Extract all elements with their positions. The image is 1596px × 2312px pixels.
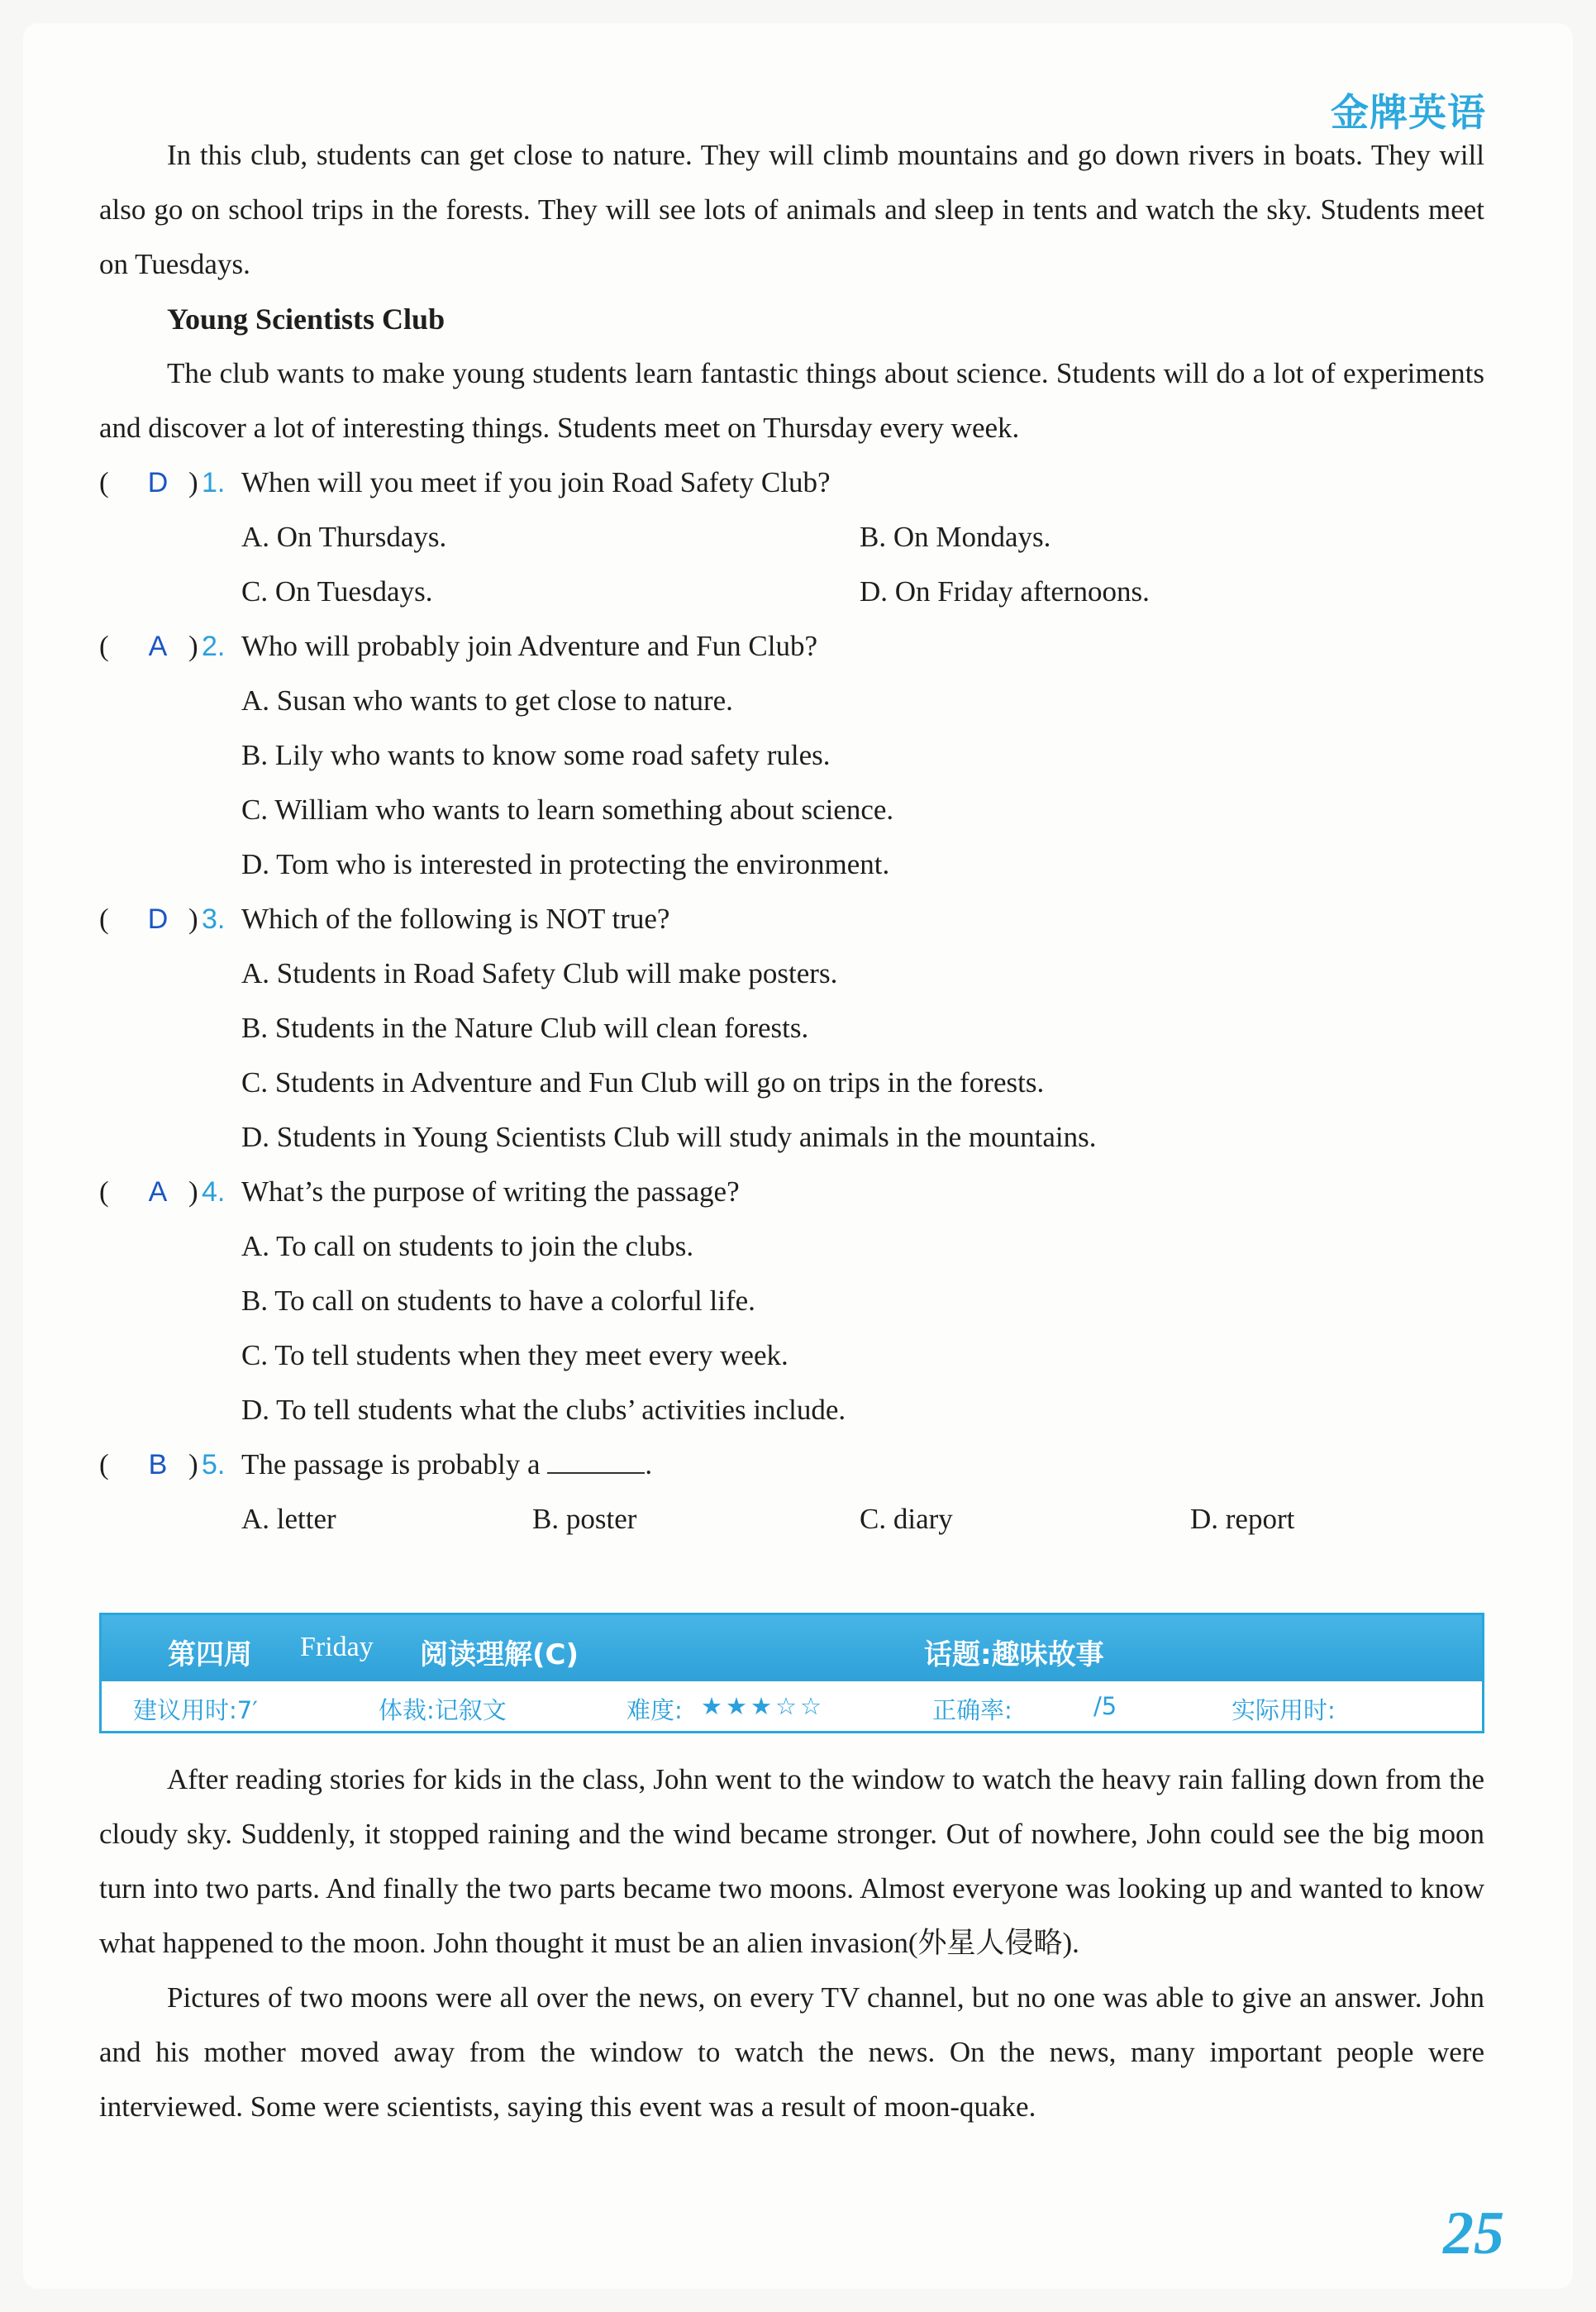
difficulty-stars-icon: ★★★☆☆ (701, 1692, 825, 1720)
option: B. To call on students to have a colorful life. (241, 1285, 755, 1317)
difficulty-label: 难度: (626, 1696, 683, 1724)
answer-mark: A (148, 631, 168, 662)
passage-paragraph: After reading stories for kids in the class, John went to the window to watch the heavy rain falling down from the cloudy sky. Suddenly, it stopped raining and the wind became stronger. Out of nowhere, John could see the big moon turn into two parts. And finally the two parts became two moons. Almost everyone was looking up and wanted to know what happened to the moon. John thought it must be an alien invasion(外星人侵略). (99, 1763, 1484, 1959)
brand-title: 金牌英语 (1331, 90, 1486, 135)
option: A. On Thursdays. (241, 521, 447, 553)
option-row (99, 1219, 1484, 1274)
question-number: 3. (202, 903, 226, 935)
topic-label: 话题:趣味故事 (924, 1638, 1104, 1671)
week-label: 第四周 (168, 1638, 252, 1671)
option-row (99, 783, 1484, 837)
question-text: The passage is probably a . (241, 1448, 653, 1480)
suggested-time: 建议用时:7′ (133, 1696, 258, 1724)
question-text: Which of the following is NOT true? (241, 903, 670, 935)
option: D. To tell students what the clubs’ activities include. (241, 1394, 846, 1426)
option: D. Tom who is interested in protecting the environment. (241, 848, 890, 880)
option: B. poster (532, 1503, 637, 1535)
option-row (99, 1056, 1484, 1110)
day-label: Friday (300, 1632, 374, 1662)
option: D. report (1190, 1503, 1295, 1535)
accuracy-label: 正确率: (932, 1696, 1012, 1724)
passage-paragraph: In this club, students can get close to nature. They will climb mountains and go down rivers in boats. They will also go on school trips in the forests. They will see lots of animals and sleep in tents and watch the sky. Students meet on Tuesdays. (99, 139, 1484, 280)
answer-mark: D (147, 903, 169, 935)
option: B. Students in the Nature Club will clean forests. (241, 1012, 809, 1044)
option-row (99, 565, 1484, 619)
question-text: Who will probably join Adventure and Fun Club? (241, 630, 817, 662)
actual-time-label: 实际用时: (1232, 1696, 1336, 1724)
passage-paragraph: The club wants to make young students learn fantastic things about science. Students will do a lot of experiments and discover a lot of interesting things. Students meet on Thursday every week. (99, 357, 1484, 444)
option: B. Lily who wants to know some road safety rules. (241, 739, 831, 771)
option-row (99, 1110, 1484, 1165)
question-row: ( A ) 4. What’s the purpose of writing the passage? (99, 1165, 1484, 1219)
bottom-passage (99, 1752, 1484, 2134)
option: C. diary (860, 1503, 953, 1535)
option: A. Susan who wants to get close to nature. (241, 684, 733, 717)
passage-paragraph: Pictures of two moons were all over the news, on every TV channel, but no one was able to give an answer. John and his mother moved away from the window to watch the news. On the news, many important people were interviewed. Some were scientists, saying this event was a result of moon-quake. (99, 1981, 1484, 2123)
question-number: 5. (202, 1449, 226, 1480)
question-row: ( B ) 5. The passage is probably a . (99, 1437, 1484, 1492)
question-number: 4. (202, 1176, 226, 1208)
answer-mark: B (148, 1449, 168, 1480)
question-text: What’s the purpose of writing the passage? (241, 1175, 740, 1208)
answer-mark: A (148, 1176, 168, 1208)
option: A. To call on students to join the clubs. (241, 1230, 694, 1262)
option-row (99, 1383, 1484, 1437)
option: C. Students in Adventure and Fun Club will go on trips in the forests. (241, 1066, 1045, 1099)
option: D. Students in Young Scientists Club will study animals in the mountains. (241, 1121, 1097, 1153)
option-row (99, 837, 1484, 892)
section-banner (99, 1613, 1484, 1733)
option-row (99, 1492, 1484, 1547)
question-row: ( D ) 3. Which of the following is NOT true? (99, 892, 1484, 946)
banner-info-bar (102, 1681, 1482, 1731)
question-row: ( A ) 2. Who will probably join Adventure and Fun Club? (99, 619, 1484, 674)
answer-mark: D (147, 467, 169, 498)
option-row (99, 674, 1484, 728)
answer-blank[interactable] (547, 1449, 645, 1474)
question-number: 1. (202, 467, 226, 498)
option: C. On Tuesdays. (241, 575, 433, 608)
accuracy-value: /5 (1093, 1692, 1117, 1720)
option-row (99, 1274, 1484, 1328)
question-list (99, 455, 1484, 1547)
genre-label: 体裁:记叙文 (379, 1696, 507, 1724)
question-text: When will you meet if you join Road Safety Club? (241, 466, 831, 498)
option-row (99, 510, 1484, 565)
top-passage (99, 128, 1484, 455)
option: D. On Friday afternoons. (860, 575, 1150, 608)
question-row: ( D ) 1. When will you meet if you join Road Safety Club? (99, 455, 1484, 510)
option-row (99, 1001, 1484, 1056)
option: A. Students in Road Safety Club will make posters. (241, 957, 838, 989)
club-heading: Young Scientists Club (167, 303, 445, 336)
section-label: 阅读理解(C) (420, 1638, 579, 1671)
page-number: 25 (1443, 2200, 1504, 2267)
banner-title-bar (102, 1615, 1482, 1681)
option: C. To tell students when they meet every week. (241, 1339, 788, 1371)
option: A. letter (241, 1503, 336, 1535)
option-row (99, 946, 1484, 1001)
option: B. On Mondays. (860, 521, 1051, 553)
question-number: 2. (202, 631, 226, 662)
option-row (99, 728, 1484, 783)
option: C. William who wants to learn something about science. (241, 794, 894, 826)
option-row (99, 1328, 1484, 1383)
